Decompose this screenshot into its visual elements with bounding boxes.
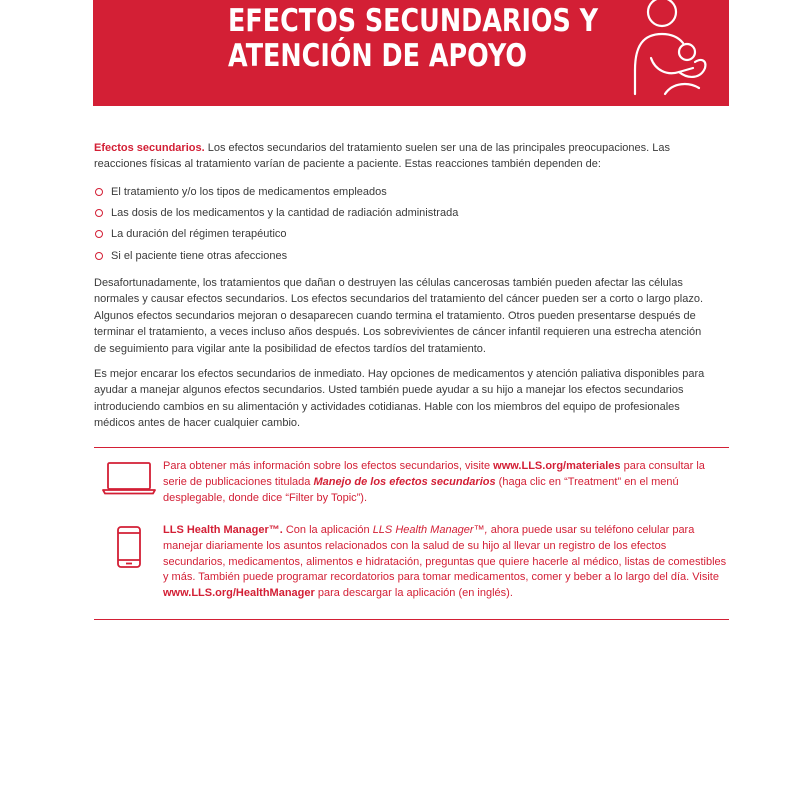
management-paragraph: Es mejor encarar los efectos secundarios de inmediato. Hay opciones de medicamentos y atención paliativa disponibles para ayudar a manejar algunos efectos secundarios. Usted también puede ayudar a su hijo a manejar los efectos secundarios introduciendo cambios en su alimentación y actividades cotidianas. Hable con los miembros del equipo de profesionales médicos antes de hacer cualquier cambio.	[94, 368, 705, 430]
callout-health-manager-text: LLS Health Manager™. Con la aplicación LLS Health Manager™, ahora puede usar su teléfono celular para manejar diariamente los asuntos relacionados con la salud de su hijo al llevar un registro de los efectos secundarios, medicamentos, alimentos e hidratación, preguntas que quiere hacerle al médico, listas de comestibles y más. También puede programar recordatorios para tomar medicamentos, comer y beber a lo largo del día. Visite www.LLS.org/HealthManager para descargar la aplicación (en inglés).	[163, 524, 727, 600]
title-line-2: ATENCIÓN DE APOYO	[228, 38, 527, 74]
page-title	[228, 4, 598, 74]
bottom-divider	[94, 619, 729, 620]
main-content	[94, 140, 716, 441]
callout-materials	[94, 459, 729, 515]
health-manager-lead: LLS Health Manager™.	[163, 524, 283, 536]
parent-holding-child-icon	[629, 0, 711, 98]
callout-health-manager	[94, 523, 729, 605]
top-divider	[94, 447, 729, 448]
bullet-circle-icon	[95, 252, 103, 260]
list-item: Las dosis de los medicamentos y la cantidad de radiación administrada	[94, 203, 716, 224]
intro-lead: Efectos secundarios.	[94, 142, 205, 154]
list-item: La duración del régimen terapéutico	[94, 224, 716, 245]
callout-materials-text: Para obtener más información sobre los efectos secundarios, visite www.LLS.org/materiales para consultar la serie de publicaciones titulada Manejo de los efectos secundarios (haga clic en “Treatment” en el menú desplegable, donde dice “Filter by Topic”).	[163, 460, 705, 504]
laptop-icon	[101, 461, 157, 495]
factors-list	[94, 182, 716, 267]
list-item: El tratamiento y/o los tipos de medicamentos empleados	[94, 182, 716, 203]
title-line-1: EFECTOS SECUNDARIOS Y	[228, 3, 599, 39]
smartphone-icon	[116, 525, 142, 569]
app-name: LLS Health Manager™,	[372, 524, 488, 536]
side-effects-paragraph: Desafortunadamente, los tratamientos que dañan o destruyen las células cancerosas también pueden afectar las células normales y causar efectos secundarios. Los efectos secundarios del tratamiento del cáncer pueden ser a corto o largo plazo. Algunos efectos secundarios mejoran o desaparecen cuando termina el tratamiento. Otros pueden presentarse después de terminar el tratamiento, a veces incluso años después. Los sobrevivientes de cáncer infantil requieren una estrecha atención de seguimiento para vigilar ante la posibilidad de efectos tardíos del tratamiento.	[94, 277, 704, 355]
intro-text: Los efectos secundarios del tratamiento suelen ser una de las principales preocupaciones. Las reacciones físicas al tratamiento varían de paciente a paciente. Estas reacciones también dependen de:	[94, 142, 670, 171]
list-item: Si el paciente tiene otras afecciones	[94, 246, 716, 267]
bullet-circle-icon	[95, 209, 103, 217]
materials-link[interactable]: www.LLS.org/materiales	[493, 460, 621, 472]
health-manager-link[interactable]: www.LLS.org/HealthManager	[163, 587, 315, 600]
bullet-circle-icon	[95, 188, 103, 196]
bullet-circle-icon	[95, 230, 103, 238]
intro-paragraph	[94, 140, 716, 173]
publication-title: Manejo de los efectos secundarios	[313, 475, 496, 488]
header-banner	[93, 0, 729, 106]
